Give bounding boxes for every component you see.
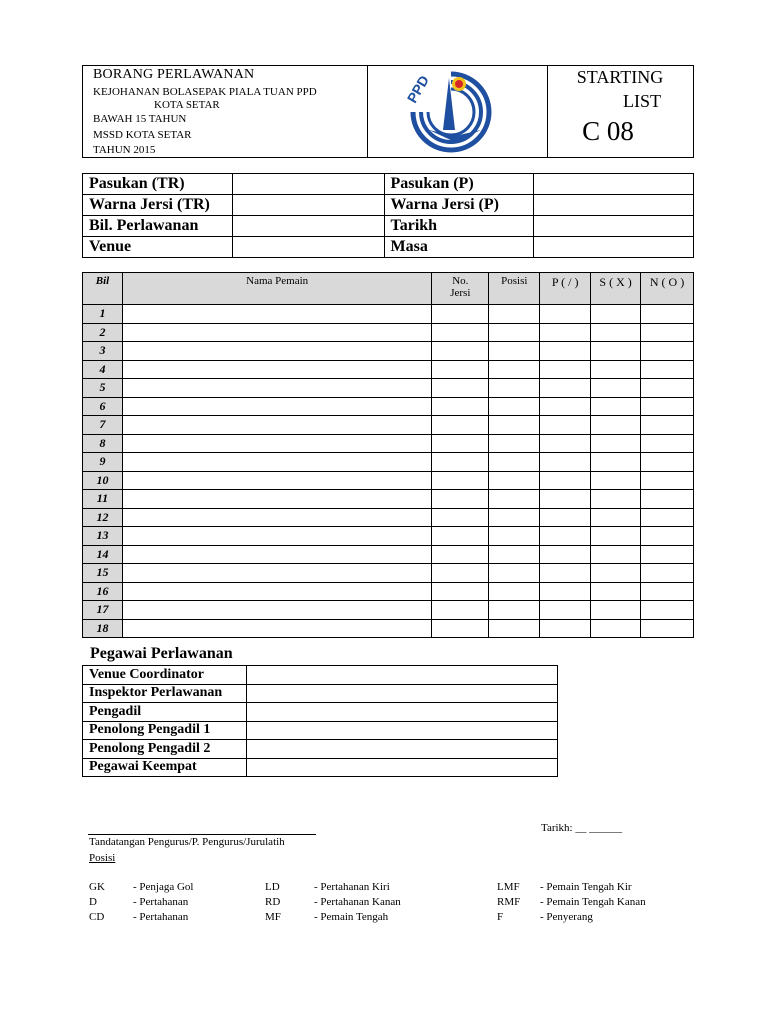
p-cell[interactable] — [540, 342, 591, 361]
match-info-row — [83, 174, 694, 195]
s-cell[interactable] — [591, 360, 641, 379]
s-cell[interactable] — [591, 379, 641, 398]
position-cell[interactable] — [489, 582, 540, 601]
row-number: 1 — [83, 305, 123, 324]
p-cell[interactable] — [540, 471, 591, 490]
legend-desc-d: - Pertahanan — [133, 896, 189, 908]
official-name-cell[interactable] — [246, 703, 557, 722]
table-row — [83, 360, 694, 379]
jersey-number-cell[interactable] — [432, 508, 489, 527]
official-name-cell[interactable] — [246, 740, 557, 759]
official-row — [83, 721, 558, 740]
jersey-number-cell[interactable] — [432, 453, 489, 472]
col-header-s: S ( X ) — [591, 273, 641, 305]
match-info-row — [83, 195, 694, 216]
n-cell[interactable] — [641, 582, 694, 601]
s-cell[interactable] — [591, 582, 641, 601]
position-cell[interactable] — [489, 490, 540, 509]
p-cell[interactable] — [540, 397, 591, 416]
jersey-number-cell[interactable] — [432, 434, 489, 453]
players-table — [82, 272, 694, 638]
match-info-value[interactable] — [232, 174, 384, 195]
official-role: Pengadil — [83, 703, 247, 722]
player-name-cell[interactable] — [122, 323, 431, 342]
p-cell[interactable] — [540, 453, 591, 472]
jersey-number-cell[interactable] — [432, 527, 489, 546]
legend-desc-ld: - Pertahanan Kiri — [314, 881, 390, 893]
official-name-cell[interactable] — [246, 758, 557, 777]
logo-text: PPD — [403, 72, 432, 106]
jersey-number-cell[interactable] — [432, 342, 489, 361]
match-info-label: Tarikh — [384, 216, 534, 237]
n-cell[interactable] — [641, 564, 694, 583]
player-name-cell[interactable] — [122, 508, 431, 527]
signature-line[interactable] — [88, 834, 316, 835]
s-cell[interactable] — [591, 453, 641, 472]
official-row — [83, 703, 558, 722]
officials-title: Pegawai Perlawanan — [90, 645, 233, 662]
legend-code-rmf: RMF — [497, 896, 521, 908]
match-info-label: Pasukan (TR) — [83, 174, 233, 195]
player-name-cell[interactable] — [122, 582, 431, 601]
jersey-number-cell[interactable] — [432, 582, 489, 601]
n-cell[interactable] — [641, 453, 694, 472]
header-line-4: MSSD KOTA SETAR — [93, 129, 192, 141]
table-row — [83, 379, 694, 398]
p-cell[interactable] — [540, 527, 591, 546]
position-cell[interactable] — [489, 527, 540, 546]
s-cell[interactable] — [591, 490, 641, 509]
s-cell[interactable] — [591, 545, 641, 564]
official-row — [83, 740, 558, 759]
jersey-number-cell[interactable] — [432, 416, 489, 435]
official-role: Venue Coordinator — [83, 666, 247, 685]
player-name-cell[interactable] — [122, 619, 431, 638]
n-cell[interactable] — [641, 342, 694, 361]
official-name-cell[interactable] — [246, 684, 557, 703]
form-code: C 08 — [582, 116, 634, 146]
s-cell[interactable] — [591, 619, 641, 638]
legend-code-mf: MF — [265, 911, 281, 923]
n-cell[interactable] — [641, 471, 694, 490]
legend-code-gk: GK — [89, 881, 105, 893]
legend-desc-rd: - Pertahanan Kanan — [314, 896, 401, 908]
p-cell[interactable] — [540, 601, 591, 620]
table-row — [83, 601, 694, 620]
s-cell[interactable] — [591, 508, 641, 527]
jersey-number-cell[interactable] — [432, 545, 489, 564]
position-cell[interactable] — [489, 323, 540, 342]
p-cell[interactable] — [540, 490, 591, 509]
player-name-cell[interactable] — [122, 564, 431, 583]
player-name-cell[interactable] — [122, 416, 431, 435]
officials-table — [82, 665, 558, 777]
col-header-jersi: No. Jersi — [432, 273, 489, 305]
table-row — [83, 508, 694, 527]
table-row — [83, 342, 694, 361]
legend-code-lmf: LMF — [497, 881, 520, 893]
jersey-number-cell[interactable] — [432, 379, 489, 398]
table-row — [83, 434, 694, 453]
table-row — [83, 564, 694, 583]
s-cell[interactable] — [591, 434, 641, 453]
row-number: 12 — [83, 508, 123, 527]
n-cell[interactable] — [641, 434, 694, 453]
jersey-number-cell[interactable] — [432, 360, 489, 379]
col-header-bil: Bil — [83, 273, 123, 305]
match-info-value[interactable] — [534, 174, 694, 195]
match-info-value[interactable] — [232, 237, 384, 258]
n-cell[interactable] — [641, 508, 694, 527]
legend-code-d: D — [89, 896, 97, 908]
row-number: 10 — [83, 471, 123, 490]
match-info-value[interactable] — [232, 195, 384, 216]
table-row — [83, 471, 694, 490]
player-name-cell[interactable] — [122, 397, 431, 416]
position-cell[interactable] — [489, 508, 540, 527]
position-cell[interactable] — [489, 545, 540, 564]
table-row — [83, 323, 694, 342]
p-cell[interactable] — [540, 379, 591, 398]
n-cell[interactable] — [641, 619, 694, 638]
match-info-label: Bil. Perlawanan — [83, 216, 233, 237]
p-cell[interactable] — [540, 305, 591, 324]
legend-code-ld: LD — [265, 881, 280, 893]
legend-desc-cd: - Pertahanan — [133, 911, 189, 923]
s-cell[interactable] — [591, 471, 641, 490]
row-number: 9 — [83, 453, 123, 472]
player-name-cell[interactable] — [122, 305, 431, 324]
player-name-cell[interactable] — [122, 434, 431, 453]
row-number: 4 — [83, 360, 123, 379]
header-line-1: KEJOHANAN BOLASEPAK PIALA TUAN PPD — [93, 86, 317, 98]
s-cell[interactable] — [591, 323, 641, 342]
s-cell[interactable] — [591, 527, 641, 546]
player-name-cell[interactable] — [122, 527, 431, 546]
legend-desc-rmf: - Pemain Tengah Kanan — [540, 896, 646, 908]
s-cell[interactable] — [591, 416, 641, 435]
player-name-cell[interactable] — [122, 490, 431, 509]
s-cell[interactable] — [591, 601, 641, 620]
ppd-logo — [367, 66, 547, 157]
table-row — [83, 305, 694, 324]
row-number: 17 — [83, 601, 123, 620]
jersey-number-cell[interactable] — [432, 619, 489, 638]
jersey-number-cell[interactable] — [432, 305, 489, 324]
signature-label: Tandatangan Pengurus/P. Pengurus/Jurulatih — [89, 836, 285, 848]
official-role: Pegawai Keempat — [83, 758, 247, 777]
table-row — [83, 527, 694, 546]
s-cell[interactable] — [591, 397, 641, 416]
n-cell[interactable] — [641, 360, 694, 379]
jersey-number-cell[interactable] — [432, 490, 489, 509]
row-number: 14 — [83, 545, 123, 564]
position-cell[interactable] — [489, 601, 540, 620]
jersey-number-cell[interactable] — [432, 601, 489, 620]
position-cell[interactable] — [489, 342, 540, 361]
starting-label: STARTING — [576, 67, 664, 87]
legend-desc-f: - Penyerang — [540, 911, 593, 923]
match-info-label: Warna Jersi (P) — [384, 195, 534, 216]
player-name-cell[interactable] — [122, 453, 431, 472]
legend-code-rd: RD — [265, 896, 281, 908]
player-name-cell[interactable] — [122, 601, 431, 620]
table-row — [83, 545, 694, 564]
p-cell[interactable] — [540, 416, 591, 435]
legend-desc-mf: - Pemain Tengah — [314, 911, 389, 923]
match-info-table — [82, 173, 694, 258]
n-cell[interactable] — [641, 490, 694, 509]
position-cell[interactable] — [489, 471, 540, 490]
col-header-p: P ( / ) — [540, 273, 591, 305]
match-info-label: Warna Jersi (TR) — [83, 195, 233, 216]
legend-code-f: F — [497, 911, 504, 923]
p-cell[interactable] — [540, 564, 591, 583]
jersey-number-cell[interactable] — [432, 397, 489, 416]
row-number: 13 — [83, 527, 123, 546]
match-info-label: Venue — [83, 237, 233, 258]
n-cell[interactable] — [641, 416, 694, 435]
official-row — [83, 684, 558, 703]
p-cell[interactable] — [540, 619, 591, 638]
official-row — [83, 666, 558, 685]
jersey-number-cell[interactable] — [432, 471, 489, 490]
jersey-number-cell[interactable] — [432, 323, 489, 342]
table-row — [83, 619, 694, 638]
col-header-nama: Nama Pemain — [122, 273, 431, 305]
match-info-label: Pasukan (P) — [384, 174, 534, 195]
position-cell[interactable] — [489, 360, 540, 379]
row-number: 15 — [83, 564, 123, 583]
row-number: 16 — [83, 582, 123, 601]
form-header — [82, 65, 694, 158]
header-line-2: KOTA SETAR — [154, 99, 220, 111]
row-number: 18 — [83, 619, 123, 638]
logo-cell — [367, 66, 548, 157]
official-name-cell[interactable] — [246, 666, 557, 685]
position-cell[interactable] — [489, 564, 540, 583]
position-cell[interactable] — [489, 619, 540, 638]
position-cell[interactable] — [489, 434, 540, 453]
match-info-value[interactable] — [232, 216, 384, 237]
row-number: 11 — [83, 490, 123, 509]
player-name-cell[interactable] — [122, 342, 431, 361]
position-cell[interactable] — [489, 416, 540, 435]
match-info-label: Masa — [384, 237, 534, 258]
official-role: Inspektor Perlawanan — [83, 684, 247, 703]
match-info-value[interactable] — [534, 237, 694, 258]
p-cell[interactable] — [540, 508, 591, 527]
row-number: 8 — [83, 434, 123, 453]
match-info-value[interactable] — [534, 216, 694, 237]
n-cell[interactable] — [641, 397, 694, 416]
match-info-row — [83, 237, 694, 258]
list-label: LIST — [623, 91, 661, 111]
position-cell[interactable] — [489, 453, 540, 472]
row-number: 5 — [83, 379, 123, 398]
p-cell[interactable] — [540, 323, 591, 342]
player-name-cell[interactable] — [122, 545, 431, 564]
s-cell[interactable] — [591, 305, 641, 324]
player-name-cell[interactable] — [122, 360, 431, 379]
position-cell[interactable] — [489, 305, 540, 324]
legend-title: Posisi — [89, 852, 116, 864]
match-info-value[interactable] — [534, 195, 694, 216]
header-line-5: TAHUN 2015 — [93, 144, 156, 156]
legend-desc-lmf: - Pemain Tengah Kir — [540, 881, 632, 893]
legend-desc-gk: - Penjaga Gol — [133, 881, 194, 893]
position-cell[interactable] — [489, 379, 540, 398]
jersey-number-cell[interactable] — [432, 564, 489, 583]
table-row — [83, 490, 694, 509]
table-row — [83, 453, 694, 472]
starting-list-cell — [547, 66, 693, 157]
official-role: Penolong Pengadil 1 — [83, 721, 247, 740]
n-cell[interactable] — [641, 527, 694, 546]
row-number: 7 — [83, 416, 123, 435]
p-cell[interactable] — [540, 360, 591, 379]
table-row — [83, 397, 694, 416]
p-cell[interactable] — [540, 545, 591, 564]
table-row — [83, 416, 694, 435]
n-cell[interactable] — [641, 545, 694, 564]
s-cell[interactable] — [591, 342, 641, 361]
player-name-cell[interactable] — [122, 379, 431, 398]
official-role: Penolong Pengadil 2 — [83, 740, 247, 759]
match-info-row — [83, 216, 694, 237]
n-cell[interactable] — [641, 305, 694, 324]
row-number: 6 — [83, 397, 123, 416]
p-cell[interactable] — [540, 434, 591, 453]
official-name-cell[interactable] — [246, 721, 557, 740]
position-cell[interactable] — [489, 397, 540, 416]
n-cell[interactable] — [641, 379, 694, 398]
table-row — [83, 582, 694, 601]
official-row — [83, 758, 558, 777]
legend-code-cd: CD — [89, 911, 105, 923]
row-number: 3 — [83, 342, 123, 361]
col-header-n: N ( O ) — [641, 273, 694, 305]
form-title: BORANG PERLAWANAN — [93, 67, 255, 82]
header-info — [83, 66, 368, 157]
signature-date[interactable]: Tarikh: __ ______ — [541, 822, 623, 834]
col-header-posisi: Posisi — [489, 273, 540, 305]
n-cell[interactable] — [641, 601, 694, 620]
header-line-3: BAWAH 15 TAHUN — [93, 113, 187, 125]
row-number: 2 — [83, 323, 123, 342]
player-name-cell[interactable] — [122, 471, 431, 490]
n-cell[interactable] — [641, 323, 694, 342]
p-cell[interactable] — [540, 582, 591, 601]
s-cell[interactable] — [591, 564, 641, 583]
